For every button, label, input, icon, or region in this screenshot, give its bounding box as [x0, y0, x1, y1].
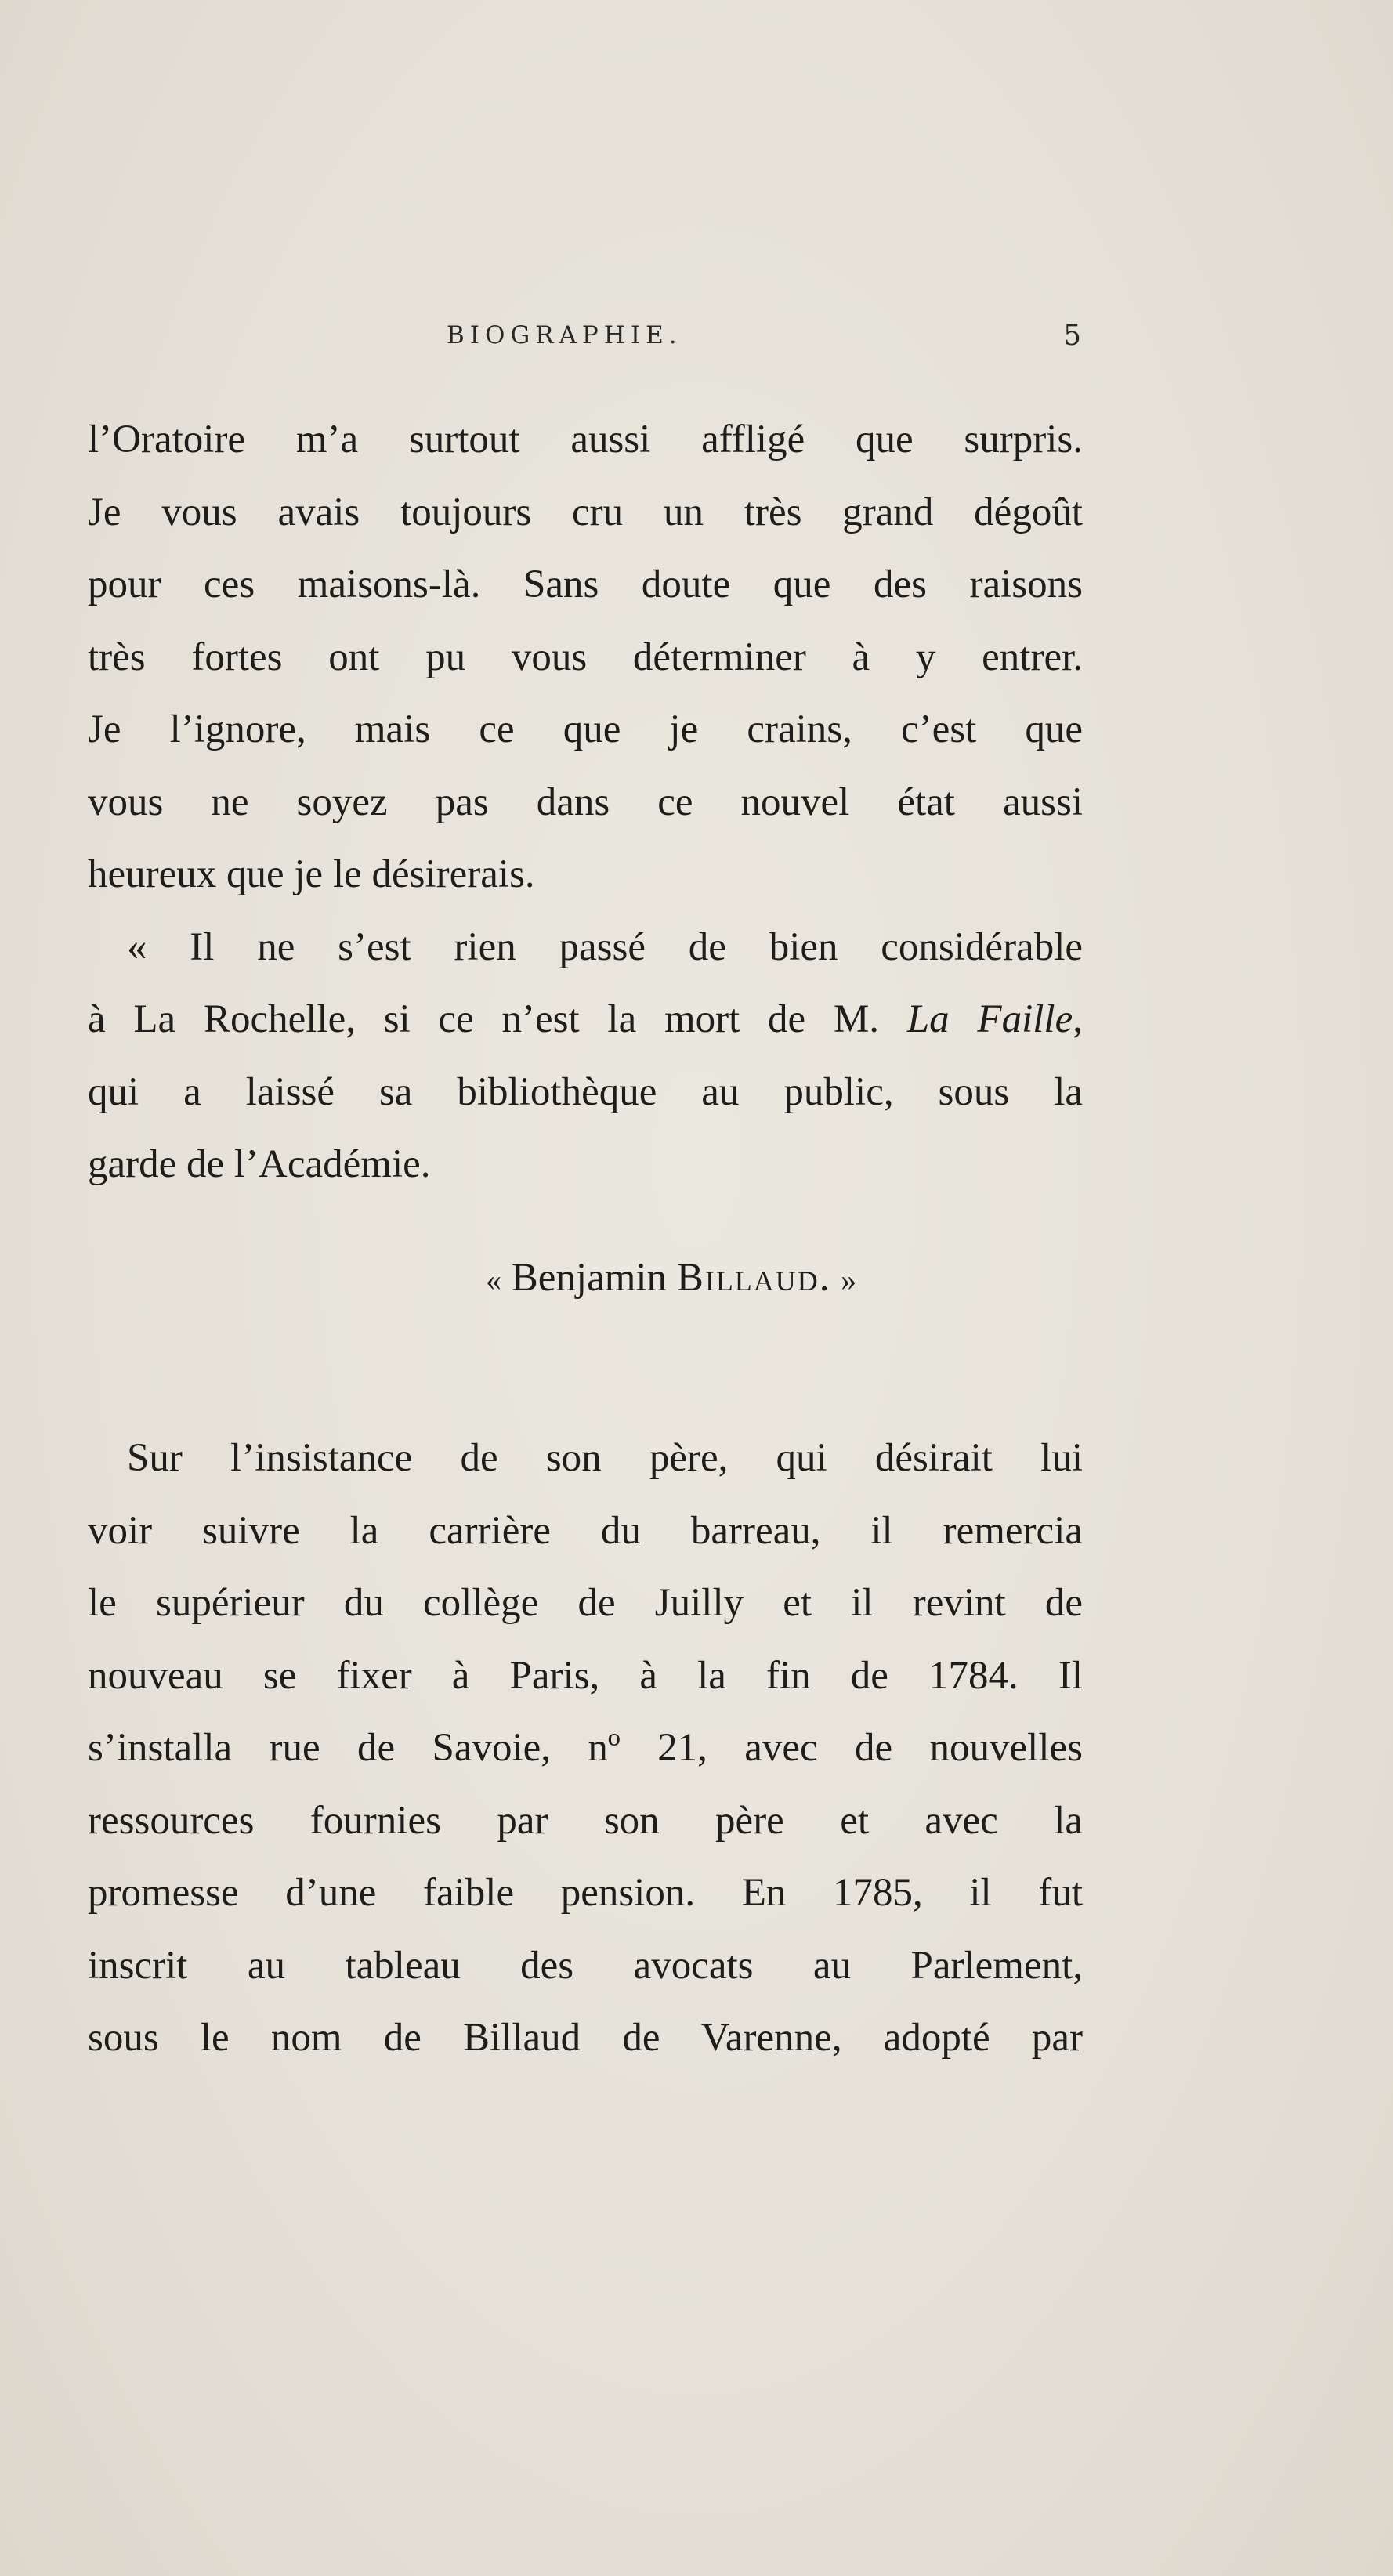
letter-text: [88, 403, 1083, 1201]
text-line: Sur l’insistance de son père, qui désirait lui: [127, 1436, 1083, 1480]
close-quote: »: [841, 1262, 857, 1297]
text-line: pour ces maisons-là. Sans doute que des raisons: [88, 563, 1083, 606]
text-line: garde de l’Académie.: [88, 1142, 431, 1186]
text-segment: à La Rochelle, si ce n’est la mort de M.: [88, 997, 907, 1041]
text-line: promesse d’une faible pension. En 1785, il fut: [88, 1871, 1083, 1915]
text-line: l’Oratoire m’a surtout aussi affligé que surpris.: [88, 418, 1083, 461]
text-line-with-italic: [88, 983, 1083, 1056]
running-title: BIOGRAPHIE.: [447, 321, 682, 349]
text-line: qui a laissé sa bibliothèque au public, sous la: [88, 1069, 1083, 1114]
text-line: ressources fournies par son père et avec la: [88, 1798, 1083, 1843]
text-line: le supérieur du collège de Juilly et il revint de: [88, 1581, 1083, 1625]
text-segment: ,: [1073, 997, 1083, 1041]
text-line: s’installa rue de Savoie, nº 21, avec de nouvelles: [88, 1726, 1083, 1770]
open-quote: «: [486, 1262, 501, 1297]
text-line: heureux que je le désirerais.: [88, 852, 535, 896]
text-line: Je l’ignore, mais ce que je crains, c’est que: [88, 707, 1083, 751]
text-line: « Il ne s’est rien passé de bien considérable: [127, 924, 1083, 969]
text-line: nouveau se fixer à Paris, à la fin de 1784. Il: [88, 1653, 1083, 1698]
text-line: très fortes ont pu vous déterminer à y entrer.: [88, 635, 1083, 679]
text-line: Je vous avais toujours cru un très grand dégoût: [88, 490, 1083, 534]
text-line: vous ne soyez pas dans ce nouvel état aussi: [88, 780, 1083, 824]
italic-name: La Faille: [906, 997, 1073, 1041]
signature-first-name: Benjamin: [511, 1256, 668, 1300]
text-line: voir suivre la carrière du barreau, il remercia: [88, 1508, 1083, 1553]
signature-last-name: Billaud.: [676, 1256, 831, 1300]
page-number: 5: [1063, 320, 1081, 352]
running-header: [86, 321, 1081, 368]
text-line: inscrit au tableau des avocats au Parlement,: [88, 1943, 1083, 1988]
narrative-text: [88, 1422, 1083, 2075]
letter-signature: [486, 1255, 856, 1301]
text-line: sous le nom de Billaud de Varenne, adopté par: [88, 2016, 1083, 2060]
